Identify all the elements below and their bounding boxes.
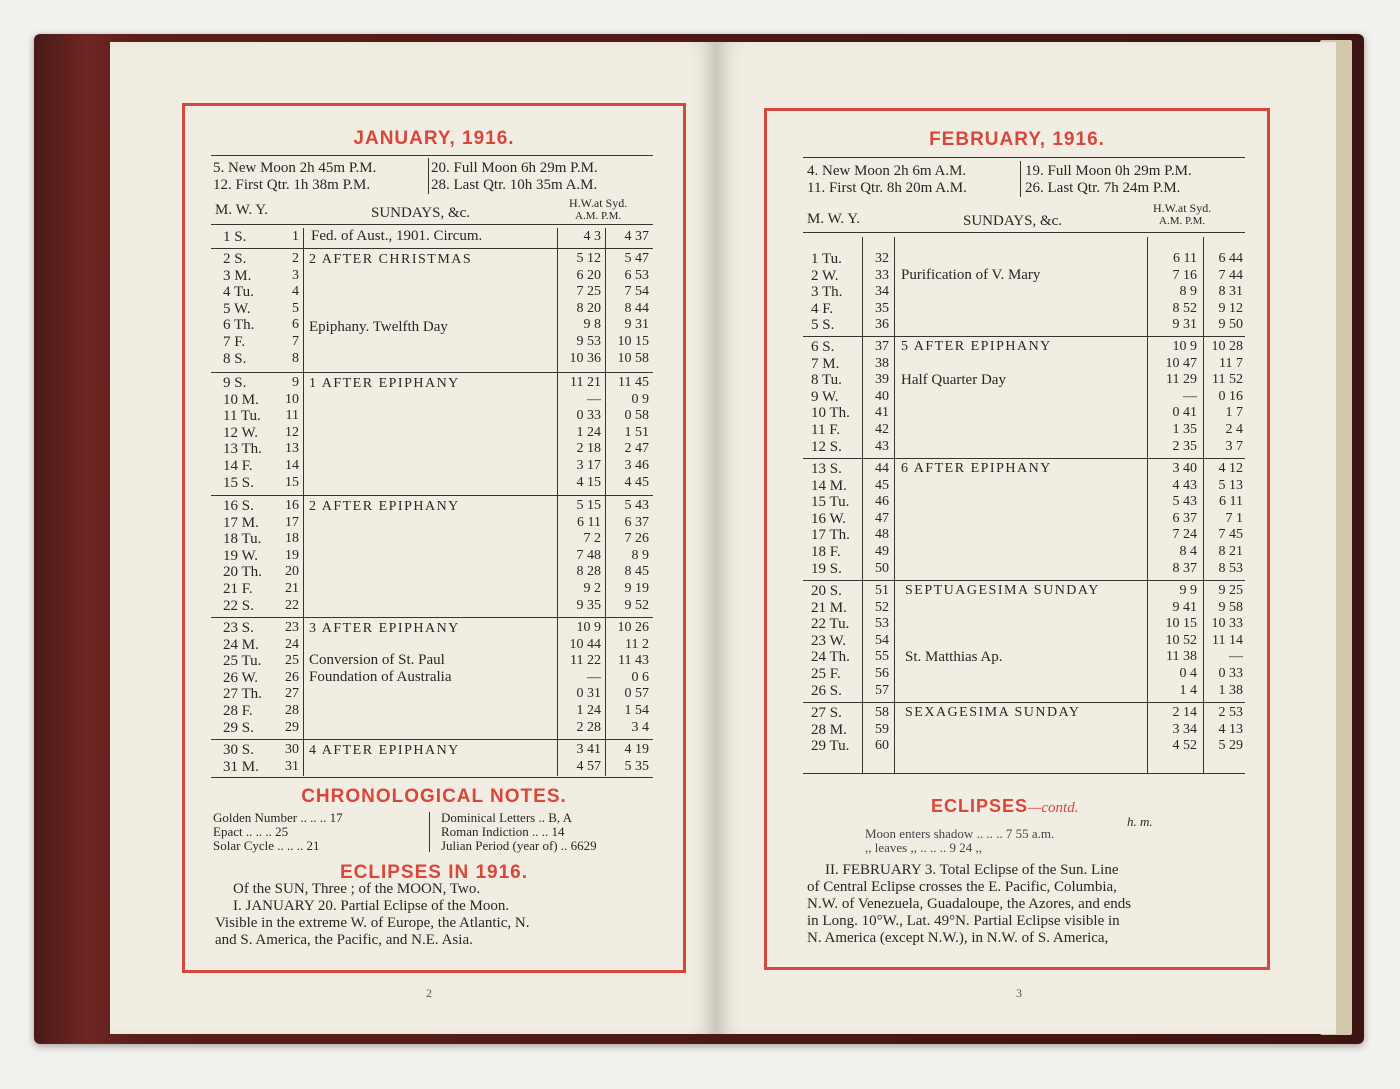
phase-divider	[428, 158, 429, 194]
jan-2-after-epiphany: 2 AFTER EPIPHANY	[309, 499, 460, 514]
feb-moon-phases	[807, 163, 1247, 199]
jan-epiphany: Epiphany. Twelfth Day	[309, 319, 448, 335]
jan-week-3-days: 9 S. 10 M. 11 Tu. 12 W. 13 Th. 14 F. 15 S.	[223, 375, 262, 491]
feb-5-after-epiphany: 5 AFTER EPIPHANY	[901, 339, 1052, 354]
page-number-right: 3	[1016, 986, 1022, 1000]
phase-full-moon: 20. Full Moon 6h 29m P.M.	[431, 160, 598, 176]
jan-2-after-christmas: 2 AFTER CHRISTMAS	[309, 252, 473, 267]
phase-new-moon: 5. New Moon 2h 45m P.M.	[213, 160, 377, 176]
february-title: FEBRUARY, 1916.	[929, 129, 1105, 150]
feb-phase-new-moon: 4. New Moon 2h 6m A.M.	[807, 163, 967, 179]
phase-top-rule	[211, 155, 653, 156]
eclipses-text: Of the SUN, Three ; of the MOON, Two. I. JANUARY 20. Partial Eclipse of the Moon. Visible in the extreme W. of Europe, the Atlantic, N. and S. America, the Pacific, and N.E. Asia.	[215, 881, 530, 948]
feb-half-quarter-day: Half Quarter Day	[901, 372, 1006, 388]
header-rule	[211, 224, 653, 225]
feb-phase-full-moon: 19. Full Moon 0h 29m P.M.	[1025, 163, 1192, 179]
jan-4-after-epiphany: 4 AFTER EPIPHANY	[309, 743, 460, 758]
eclipses-contd-heading: ECLIPSES—contd.	[931, 796, 1079, 816]
column-sundays: SUNDAYS, &c.	[371, 205, 471, 221]
right-page-frame: FEBRUARY, 1916. 4. New Moon 2h 6m A.M. 19. Full Moon 0h 29m P.M. 11. First Qtr. 8h 20m A.M. 26. Last Qtr. 7h 24m P.M. M. W. Y. SUNDAYS, &c. H.W.at Syd. A.M. P.M. 1 Tu. 2 W. 3 Th. 4 F. 5 S. 32 33 34 35 36 Purification of V. Mary 6 11 7 16 8 9 8 52 9 31 6 44 7 44 8 31 9 12 9 50 6 S. 7 M. 8 Tu. 9 W. 10 Th. 11 F. 12 S. 37 38 39 40 41 42 43 5 AFTER EPIPHANY Half Quarter Day 10 9 10 47 11 29 — 0 41 1 35 2 35 10 28 11 7 11 52 0 16 1 7 2 4 3 7 13 S. 14 M. 15 Tu. 16 W. 17 Th. 18 F. 19 S. 44 45 46 47 48 49 50 6 AFTER EPIPHANY 3 40 4 43 5 43 6 37 7 24 8 4 8 37 4 12 5 13 6 11 7 1 7 45 8 21 8 53 20 S. 21 M. 22 Tu. 23 W. 24 Th. 25 F. 26 S. 51 52 53 54 55 56 57 SEPTUAGESIMA SUNDAY St. Matthias Ap. 9 9 9 41 10 15 10 52 11 38 0 4 1 4 9 25 9 58 10 33 11 14 — 0 33 1 38 27 S. 28 M. 29 Tu. 58 59 60 SEXAGESIMA SUNDAY 2 14 3 34 4 52 2 53 4 13 5 29 ECLIPSES—contd. h. m. Moon enters shadow .. .. .. 7 55 a.m. ,, leaves ,, .. .. .. 9 24 ,, II. FEBRUARY 3. Total Eclipse of the Sun. Line of Central Eclipse crosses the E. Pacific, Columbia, N.W. of Venezuela, Guadaloupe, the Azores, and ends in Long. 10°W., Lat. 49°N. Partial Eclipse visible in N. America (except N.W.), in N.W. of S. America,	[764, 108, 1270, 970]
jan-1-after-epiphany: 1 AFTER EPIPHANY	[309, 376, 460, 391]
hm-label: h. m.	[1127, 814, 1153, 829]
column-hw: H.W.at Syd.	[569, 196, 628, 210]
feb-week-3-days: 13 S. 14 M. 15 Tu. 16 W. 17 Th. 18 F. 19 S.	[811, 461, 850, 577]
left-page-frame: JANUARY, 1916. 5. New Moon 2h 45m P.M. 20. Full Moon 6h 29m P.M. 12. First Qtr. 1h 38m P.M. 28. Last Qtr. 10h 35m A.M. M. W. Y. SUNDAYS, &c. H.W.at Syd. A.M. P.M. 1 S. 1 Fed. of Aust., 1901. Circum. 4 3 4 37 2 S. 3 M. 4 Tu. 5 W. 6 Th. 7 F. 8 S. 2 3 4 5 6 7 8 2 AFTER CHRISTMAS Epiphany. Twelfth Day 5 12 6 20 7 25 8 20 9 8 9 53 10 36 5 47 6 53 7 54 8 44 9 31 10 15 10 58 9 S. 10 M. 11 Tu. 12 W. 13 Th. 14 F. 15 S. 9 10 11 12 13 14 15 1 AFTER EPIPHANY 11 21 — 0 33 1 24 2 18 3 17 4 15 11 45 0 9 0 58 1 51 2 47 3 46 4 45 16 S. 17 M. 18 Tu. 19 W. 20 Th. 21 F. 22 S. 16 17 18 19 20 21 22 2 AFTER EPIPHANY 5 15 6 11 7 2 7 48 8 28 9 2 9 35 5 43 6 37 7 26 8 9 8 45 9 19 9 52 23 S. 24 M. 25 Tu. 26 W. 27 Th. 28 F. 29 S. 23 24 25 26 27 28 29 3 AFTER EPIPHANY Conversion of St. Paul Foundation of Australia 10 9 10 44 11 22 — 0 31 1 24 2 28 10 26 11 2 11 43 0 6 0 57 1 54 3 4 30 S. 31 M. 30 31 4 AFTER EPIPHANY 3 41 4 57 4 19 5 35 CHRONOLOGICAL NOTES. Golden Number .. .. .. 17 Epact .. .. .. 25 Solar Cycle .. .. .. 21 Dominical Letters .. B, A Roman Indiction .. .. 14 Julian Period (year of) .. 6629 ECLIPSES IN 1916. Of the SUN, Three ; of the MOON, Two. I. JANUARY 20. Partial Eclipse of the Moon. Visible in the extreme W. of Europe, the Atlantic, N. and S. America, the Pacific, and N.E. Asia.	[182, 103, 686, 973]
jan-fed-aust: Fed. of Aust., 1901. Circum.	[311, 228, 483, 244]
moon-shadow-rows: Moon enters shadow .. .. .. 7 55 a.m. ,, leaves ,, .. .. .. 9 24 ,,	[865, 826, 1055, 855]
col-rule-3	[605, 228, 606, 776]
chrono-notes-right: Dominical Letters .. B, A Roman Indiction .. .. 14 Julian Period (year of) .. 6629	[441, 810, 597, 853]
jan-week-6-days: 30 S. 31 M.	[223, 742, 259, 775]
chronological-notes-title: CHRONOLOGICAL NOTES.	[301, 786, 567, 807]
jan-conversion-st-paul: Conversion of St. Paul	[309, 652, 445, 668]
feb-6-after-epiphany: 6 AFTER EPIPHANY	[901, 461, 1052, 476]
phase-first-quarter: 12. First Qtr. 1h 38m P.M.	[213, 177, 371, 193]
column-mwy: M. W. Y.	[215, 202, 268, 218]
feb-week-5-days: 27 S. 28 M. 29 Tu.	[811, 705, 850, 755]
jan-week-4-days: 16 S. 17 M. 18 Tu. 19 W. 20 Th. 21 F. 22 S.	[223, 498, 262, 614]
phase-last-quarter: 28. Last Qtr. 10h 35m A.M.	[431, 177, 598, 193]
jan-foundation-australia: Foundation of Australia	[309, 669, 452, 685]
feb-phase-last-quarter: 26. Last Qtr. 7h 24m P.M.	[1025, 180, 1181, 196]
feb-week-1-days: 1 Tu. 2 W. 3 Th. 4 F. 5 S.	[811, 251, 843, 334]
jan-week-2-days: 2 S. 3 M. 4 Tu. 5 W. 6 Th. 7 F. 8 S.	[223, 251, 255, 367]
col-rule-1	[303, 228, 304, 776]
page-number-left: 2	[426, 986, 432, 1000]
feb-purification: Purification of V. Mary	[901, 267, 1041, 283]
chrono-notes-left: Golden Number .. .. .. 17 Epact .. .. .. 25 Solar Cycle .. .. .. 21	[213, 810, 343, 853]
feb-week-4-days: 20 S. 21 M. 22 Tu. 23 W. 24 Th. 25 F. 26 S.	[811, 583, 850, 699]
feb-phase-first-quarter: 11. First Qtr. 8h 20m A.M.	[807, 180, 967, 196]
eclipses-title: ECLIPSES IN 1916.	[339, 862, 529, 883]
feb-sexagesima: SEXAGESIMA SUNDAY	[905, 705, 1081, 720]
jan-week-5-days: 23 S. 24 M. 25 Tu. 26 W. 27 Th. 28 F. 29 S.	[223, 620, 262, 736]
january-title: JANUARY, 1916.	[353, 128, 515, 149]
jan-week-1-days: 1 S.	[223, 229, 247, 245]
jan-3-after-epiphany: 3 AFTER EPIPHANY	[309, 621, 460, 636]
feb-column-ampm: A.M. P.M.	[1159, 215, 1206, 227]
column-ampm: A.M. P.M.	[575, 210, 622, 222]
col-rule-2	[557, 228, 558, 776]
feb-eclipse-text: II. FEBRUARY 3. Total Eclipse of the Sun. Line of Central Eclipse crosses the E. Pacific, Columbia, N.W. of Venezuela, Guadaloupe, the Azores, and ends in Long. 10°W., Lat. 49°N. Partial Eclipse visible in N. America (except N.W.), in N.W. of S. America,	[807, 862, 1132, 946]
feb-column-mwy: M. W. Y.	[807, 211, 860, 227]
feb-column-sundays: SUNDAYS, &c.	[963, 213, 1063, 229]
feb-column-hw: H.W.at Syd.	[1153, 201, 1212, 215]
feb-septuagesima: SEPTUAGESIMA SUNDAY	[905, 583, 1100, 598]
feb-st-matthias: St. Matthias Ap.	[905, 649, 1003, 665]
moon-phases	[213, 160, 653, 196]
feb-week-2-days: 6 S. 7 M. 8 Tu. 9 W. 10 Th. 11 F. 12 S.	[811, 339, 850, 455]
